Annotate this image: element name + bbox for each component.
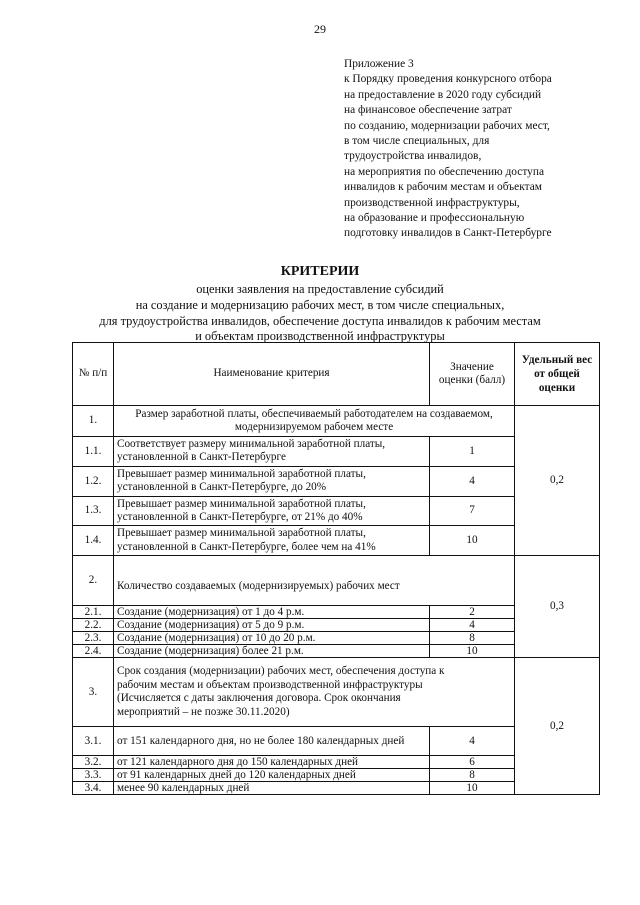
section-weight: 0,2 — [515, 406, 600, 556]
table-header-row — [73, 343, 600, 406]
row-num: 1.1. — [73, 437, 114, 467]
section-name: Размер заработной платы, обеспечиваемый работодателем на создаваемом, модернизируемом рабочем месте — [114, 406, 515, 437]
page-number: 29 — [314, 22, 326, 36]
row-value: 4 — [430, 619, 515, 632]
appendix-line: на предоставление в 2020 году субсидий — [344, 88, 542, 101]
row-value: 10 — [430, 526, 515, 556]
subtitle-line: для трудоустройства инвалидов, обеспечение доступа инвалидов к рабочим местам — [99, 313, 541, 328]
section-num: 3. — [73, 658, 114, 727]
section-weight: 0,2 — [515, 658, 600, 795]
criteria-table — [72, 342, 600, 795]
row-value: 4 — [430, 466, 515, 496]
appendix-line: производственной инфраструктуры, — [344, 196, 520, 209]
section-num: 1. — [73, 406, 114, 437]
row-num: 2.2. — [73, 619, 114, 632]
row-value: 10 — [430, 782, 515, 795]
appendix-line: в том числе специальных, для — [344, 135, 490, 148]
row-name: от 121 календарного дня до 150 календарных дней — [114, 756, 430, 769]
appendix-line: к Порядку проведения конкурсного отбора — [344, 73, 552, 86]
row-name: Превышает размер минимальной заработной платы, установленной в Санкт-Петербурге, от 21% до 40% — [114, 496, 430, 526]
row-value: 7 — [430, 496, 515, 526]
row-name: от 91 календарных дней до 120 календарных дней — [114, 769, 430, 782]
header-name: Наименование критерия — [114, 343, 430, 406]
row-name: менее 90 календарных дней — [114, 782, 430, 795]
appendix-line: трудоустройства инвалидов, — [344, 150, 482, 163]
appendix-block — [344, 57, 634, 242]
appendix-line: Приложение 3 — [344, 58, 414, 70]
row-num: 3.3. — [73, 769, 114, 782]
appendix-line: на финансовое обеспечение затрат — [344, 104, 512, 117]
section-name: Количество создаваемых (модернизируемых) рабочих мест — [114, 556, 515, 606]
document-subtitle — [0, 282, 640, 345]
row-name: от 151 календарного дня, но не более 180 календарных дней — [114, 727, 430, 756]
section-name: Срок создания (модернизации) рабочих мест, обеспечения доступа к рабочим местам и объектам производственной инфраструктуры (Исчисляется с даты заключения договора. Срок окончания мероприятий – не позже 30.11.2020) — [114, 658, 515, 727]
row-num: 3.4. — [73, 782, 114, 795]
row-name: Создание (модернизация) от 1 до 4 р.м. — [114, 606, 430, 619]
row-value: 10 — [430, 645, 515, 658]
header-num: № п/п — [73, 343, 114, 406]
subtitle-line: на создание и модернизацию рабочих мест, в том числе специальных, — [135, 297, 505, 312]
row-num: 2.3. — [73, 632, 114, 645]
appendix-line: на образование и профессиональную — [344, 212, 525, 225]
row-name: Создание (модернизация) от 10 до 20 р.м. — [114, 632, 430, 645]
section-row — [73, 406, 600, 437]
section-row — [73, 556, 600, 606]
row-name: Создание (модернизация) более 21 р.м. — [114, 645, 430, 658]
section-num: 2. — [73, 556, 114, 606]
row-num: 3.2. — [73, 756, 114, 769]
section-weight: 0,3 — [515, 556, 600, 658]
row-num: 2.1. — [73, 606, 114, 619]
row-value: 8 — [430, 632, 515, 645]
row-num: 3.1. — [73, 727, 114, 756]
row-name: Превышает размер минимальной заработной платы, установленной в Санкт-Петербурге, до 20% — [114, 466, 430, 496]
row-value: 1 — [430, 437, 515, 467]
appendix-line: инвалидов к рабочим местам и объектам — [344, 181, 542, 194]
row-num: 1.2. — [73, 466, 114, 496]
appendix-line: подготовку инвалидов в Санкт-Петербурге — [344, 227, 552, 240]
subtitle-line: оценки заявления на предоставление субсидий — [196, 282, 444, 296]
subtitle-line: и объектам производственной инфраструктуры — [195, 329, 445, 344]
appendix-line: на мероприятия по обеспечению доступа — [344, 165, 545, 178]
row-num: 2.4. — [73, 645, 114, 658]
row-value: 8 — [430, 769, 515, 782]
header-value: Значение оценки (балл) — [430, 343, 515, 406]
row-value: 2 — [430, 606, 515, 619]
row-num: 1.4. — [73, 526, 114, 556]
row-name: Создание (модернизация) от 5 до 9 р.м. — [114, 619, 430, 632]
header-weight: Удельный вес от общей оценки — [515, 343, 600, 406]
document-title: КРИТЕРИИ — [280, 264, 360, 279]
row-num: 1.3. — [73, 496, 114, 526]
row-name: Превышает размер минимальной заработной платы, установленной в Санкт-Петербурге, более чем на 41% — [114, 526, 430, 556]
row-value: 6 — [430, 756, 515, 769]
row-value: 4 — [430, 727, 515, 756]
section-row — [73, 658, 600, 727]
row-name: Соответствует размеру минимальной заработной платы, установленной в Санкт-Петербурге — [114, 437, 430, 467]
appendix-line: по созданию, модернизации рабочих мест, — [344, 119, 550, 132]
